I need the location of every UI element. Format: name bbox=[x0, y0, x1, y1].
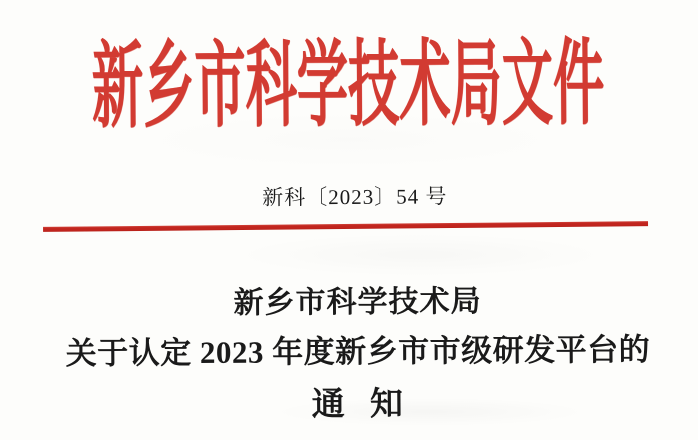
red-letterhead-banner bbox=[0, 34, 697, 139]
red-divider-line bbox=[43, 221, 648, 232]
title-subject-line: 关于认定 2023 年度新乡市市级研发平台的 bbox=[65, 331, 651, 371]
document-reference-number: 新科〔2023〕54 号 bbox=[262, 184, 448, 210]
title-notice-line: 通 知 bbox=[311, 386, 406, 424]
agency-document-banner-text: 新乡市科学技术局文件 bbox=[91, 32, 605, 140]
notice-title-block bbox=[8, 285, 698, 425]
title-issuing-agency-line: 新乡市科学技术局 bbox=[233, 285, 482, 320]
